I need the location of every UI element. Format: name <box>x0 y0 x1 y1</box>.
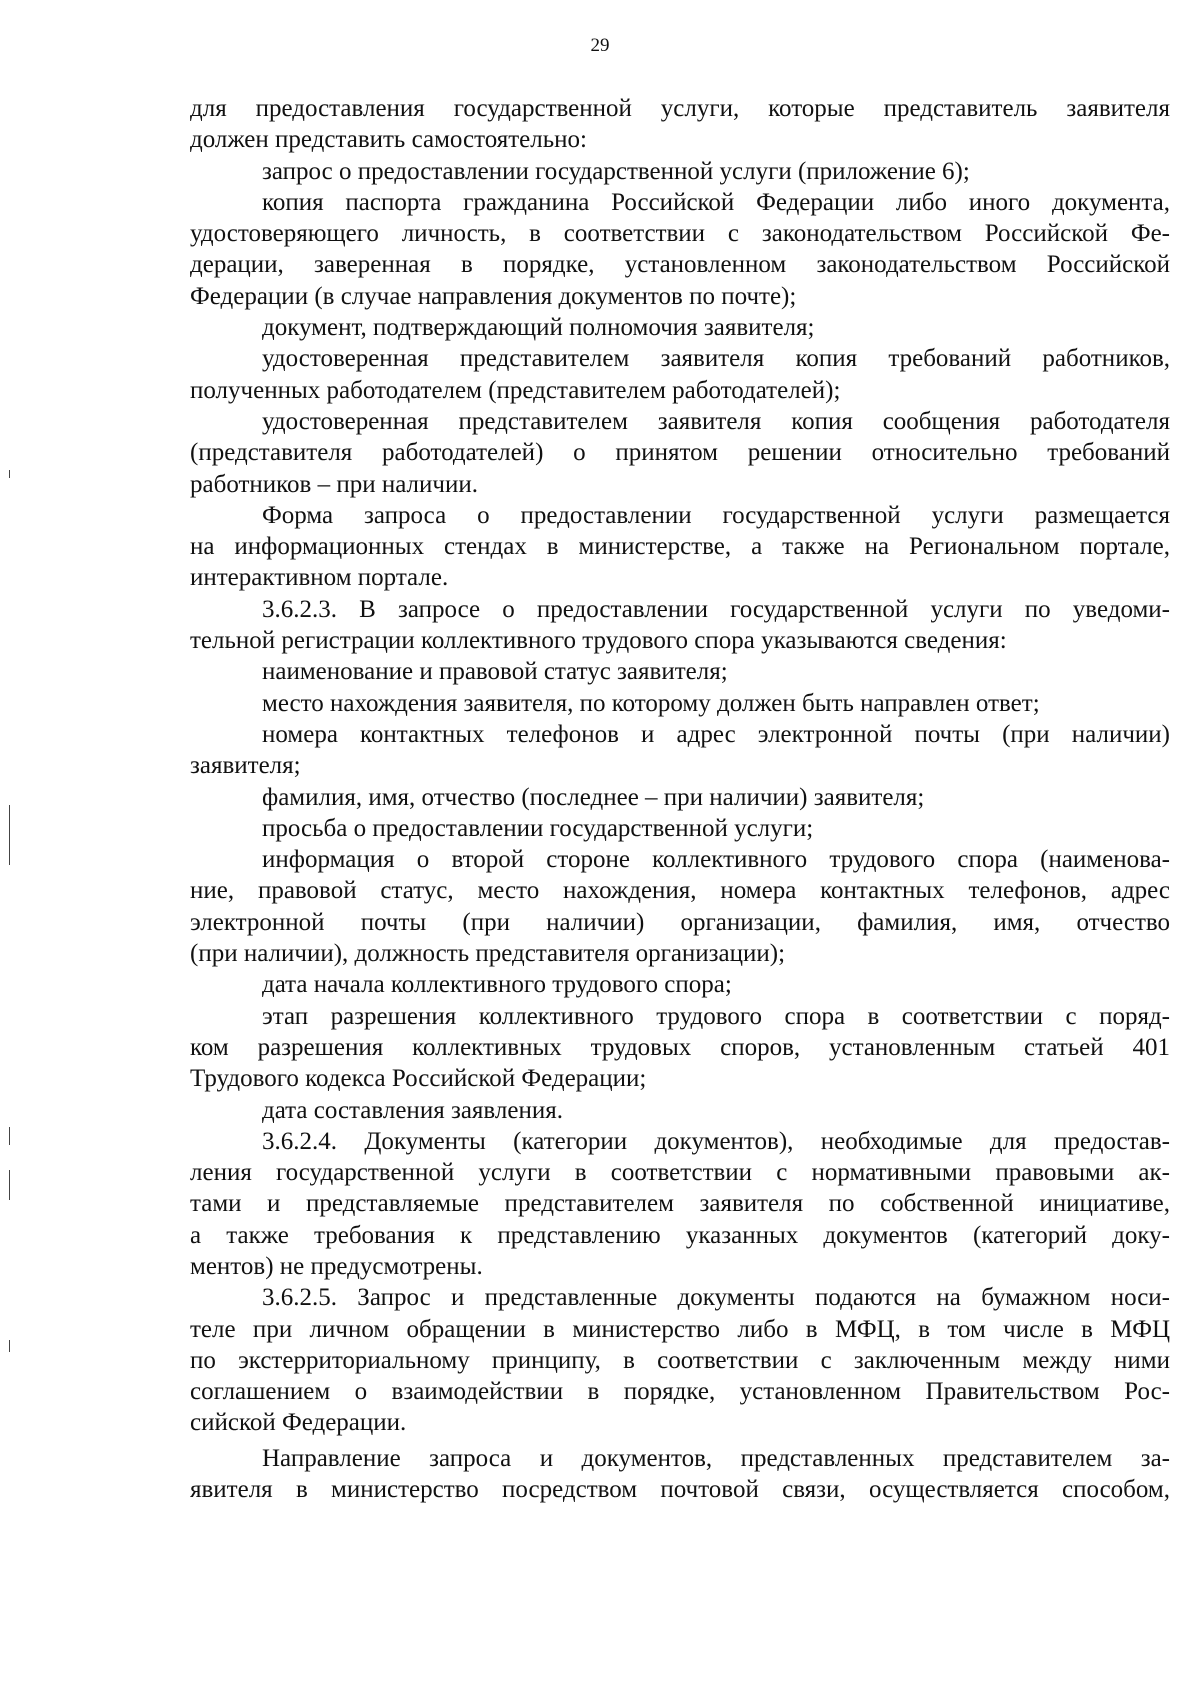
text-line: ние, правовой статус, место нахождения, номера контактных телефонов, адрес <box>190 877 1170 905</box>
text-line: удостоверяющего личность, в соответствии с законодательством Российской Фе- <box>190 220 1170 248</box>
document-body <box>190 93 1170 1505</box>
text-line: Направление запроса и документов, представленных представителем за- <box>262 1444 1170 1472</box>
text-line: 3.6.2.3. В запросе о предоставлении государственной услуги по уведоми- <box>262 595 1170 623</box>
text-line: ком разрешения коллективных трудовых споров, установленным статьей 401 <box>190 1033 1170 1061</box>
text-line: запрос о предоставлении государственной услуги (приложение 6); <box>262 157 970 185</box>
text-line: номера контактных телефонов и адрес электронной почты (при наличии) <box>262 720 1170 748</box>
text-line: тами и представляемые представителем заявителя по собственной инициативе, <box>190 1190 1170 1218</box>
text-line: теле при личном обращении в министерство либо в МФЦ, в том числе в МФЦ <box>190 1315 1170 1343</box>
text-line: тельной регистрации коллективного трудового спора указываются сведения: <box>190 627 1007 655</box>
text-line: место нахождения заявителя, по которому должен быть направлен ответ; <box>262 689 1040 717</box>
text-line: наименование и правовой статус заявителя; <box>262 658 728 686</box>
page-number: 29 <box>590 35 610 56</box>
text-line: а также требования к представлению указанных документов (категорий доку- <box>190 1221 1170 1249</box>
scan-mark <box>9 805 10 865</box>
text-line: удостоверенная представителем заявителя копия требований работников, <box>262 345 1170 373</box>
text-line: полученных работодателем (представителем работодателей); <box>190 376 841 404</box>
text-line: информация о второй стороне коллективного трудового спора (наименова- <box>262 846 1170 874</box>
text-line: электронной почты (при наличии) организации, фамилия, имя, отчество <box>190 908 1170 936</box>
text-line: 3.6.2.4. Документы (категории документов), необходимые для предостав- <box>262 1127 1170 1155</box>
text-line: фамилия, имя, отчество (последнее – при наличии) заявителя; <box>262 783 925 811</box>
text-line: дата начала коллективного трудового спора; <box>262 971 732 999</box>
text-line: соглашением о взаимодействии в порядке, установленном Правительством Рос- <box>190 1378 1170 1406</box>
text-line: копия паспорта гражданина Российской Федерации либо иного документа, <box>262 188 1170 216</box>
text-line: на информационных стендах в министерстве, а также на Региональном портале, <box>190 533 1170 561</box>
text-line: дата составления заявления. <box>262 1096 563 1124</box>
scan-mark <box>9 1127 10 1145</box>
text-line: по экстерриториальному принципу, в соответствии с заключенным между ними <box>190 1346 1170 1374</box>
text-line: Федерации (в случае направления документов по почте); <box>190 282 797 310</box>
text-line: заявителя; <box>190 752 301 780</box>
scan-mark <box>9 1170 10 1200</box>
text-line: (при наличии), должность представителя организации); <box>190 940 786 968</box>
text-line: Форма запроса о предоставлении государственной услуги размещается <box>262 501 1170 529</box>
text-line: просьба о предоставлении государственной услуги; <box>262 814 814 842</box>
text-line: Трудового кодекса Российской Федерации; <box>190 1065 647 1093</box>
text-line: для предоставления государственной услуги, которые представитель заявителя <box>190 95 1170 122</box>
scan-mark <box>9 1340 10 1352</box>
text-line: 3.6.2.5. Запрос и представленные документы подаются на бумажном носи- <box>262 1284 1170 1312</box>
text-line: сийской Федерации. <box>190 1409 407 1437</box>
text-line: документ, подтверждающий полномочия заявителя; <box>262 314 815 342</box>
text-line: (представителя работодателей) о принятом решении относительно требований <box>190 439 1170 467</box>
scan-mark <box>9 470 10 478</box>
text-line: удостоверенная представителем заявителя копия сообщения работодателя <box>262 407 1170 435</box>
text-line: интерактивном портале. <box>190 564 449 592</box>
text-line: явителя в министерство посредством почтовой связи, осуществляется способом, <box>190 1476 1170 1504</box>
text-line: ментов) не предусмотрены. <box>190 1252 483 1280</box>
text-line: должен представить самостоятельно: <box>190 126 587 154</box>
text-line: этап разрешения коллективного трудового спора в соответствии с поряд- <box>262 1002 1170 1030</box>
text-line: дерации, заверенная в порядке, установленном законодательством Российской <box>190 251 1170 279</box>
text-line: ления государственной услуги в соответствии с нормативными правовыми ак- <box>190 1159 1170 1187</box>
text-line: работников – при наличии. <box>190 470 478 498</box>
